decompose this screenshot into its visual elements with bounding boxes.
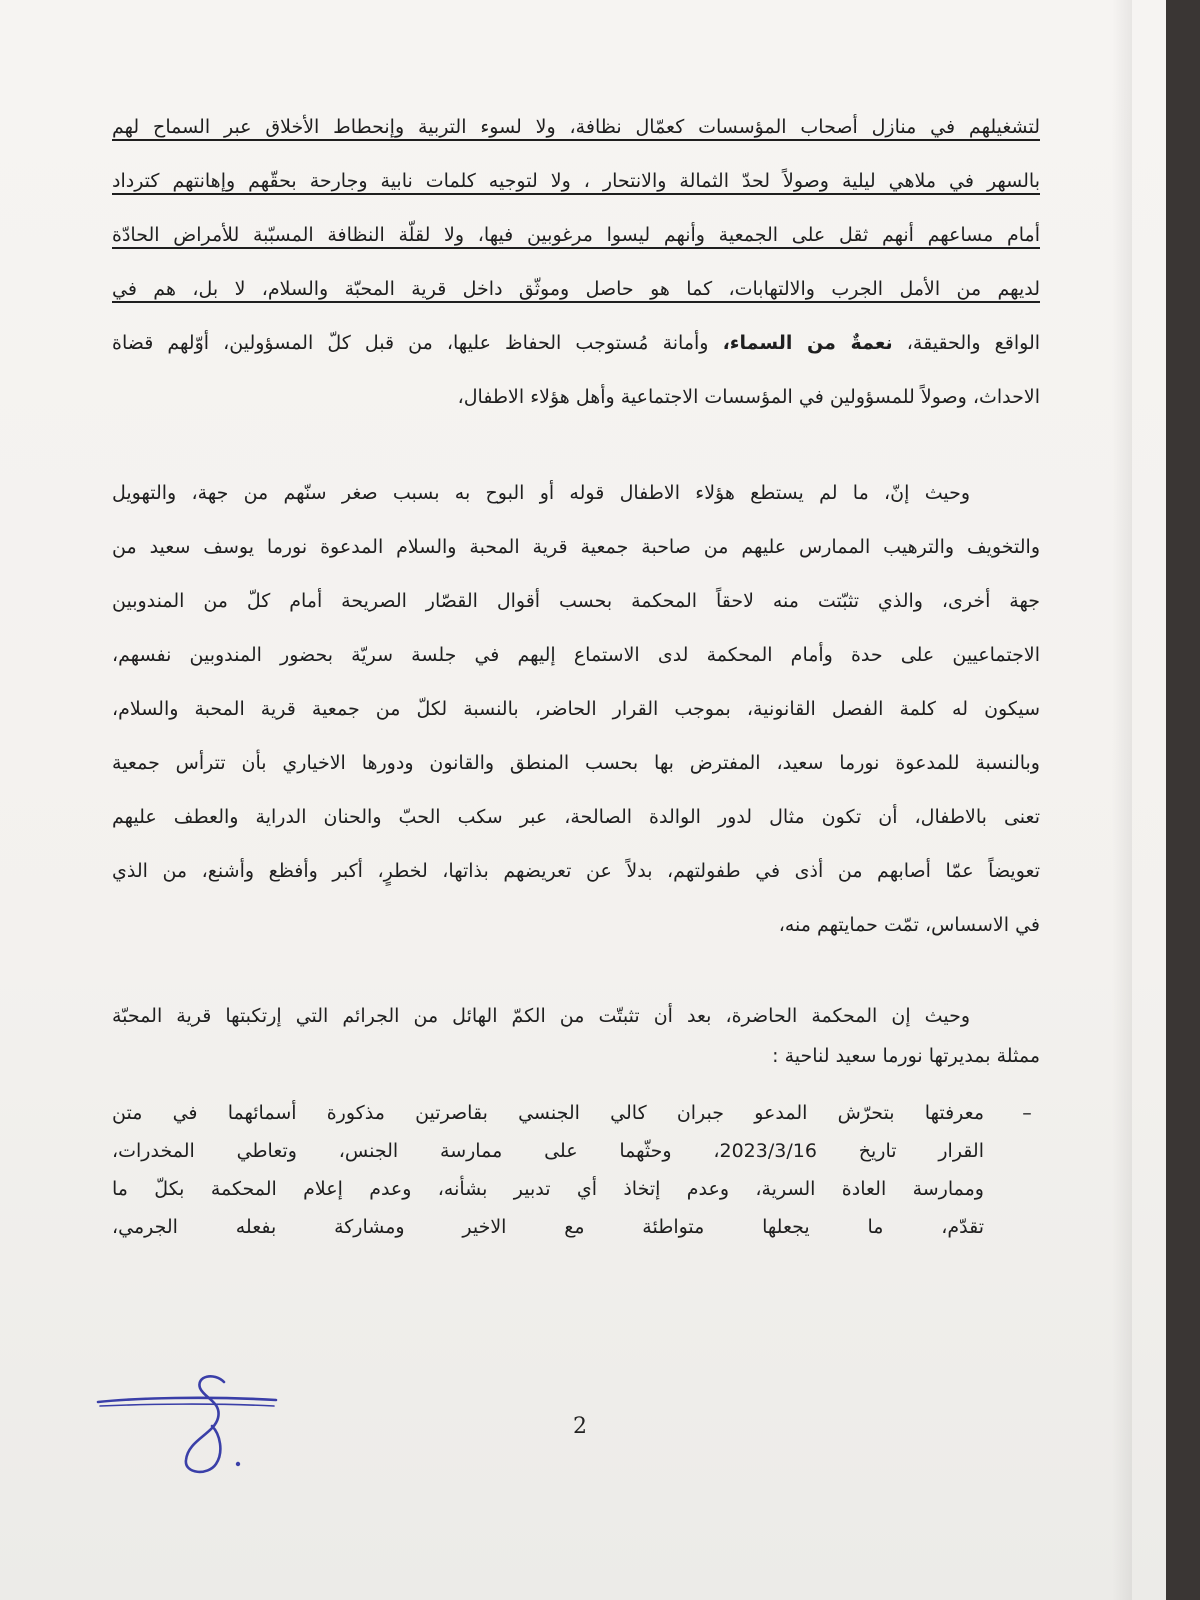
- list-item-text: [112, 1094, 984, 1246]
- text-segment: وأمانة مُستوجب الحفاظ عليها، من قبل كلّ المسؤولين، أوّلهم قضاة: [112, 332, 723, 354]
- paragraph-line: الاحداث، وصولاً للمسؤولين في المؤسسات الاجتماعية وأهل هؤلاء الاطفال،: [457, 386, 1040, 408]
- paragraph-line: الاجتماعيين على حدة وأمام المحكمة لدى الاستماع إليهم في جلسة سريّة بحضور المندوبين نفسهم،: [112, 644, 1040, 666]
- paragraph-line: القرار تاريخ 2023/3/16، وحثّهما على ممارسة الجنس، وتعاطي المخدرات،: [112, 1140, 984, 1162]
- paragraph-line: تعنى بالاطفال، أن تكون مثال لدور الوالدة الصالحة، عبر سكب الحبّ والحنان الدراية والعطف عليهم: [112, 806, 1040, 828]
- paragraph-line: وبالنسبة للمدعوة نورما سعيد، المفترض بها بحسب المنطق والقانون ودورها الاخياري بأن تترأس جمعية: [112, 752, 1040, 774]
- page-edge-shadow: [1112, 0, 1132, 1600]
- paragraph-line: لديهم من الأمل الجرب والالتهابات، كما هو حاصل وموثّق داخل قرية المحبّة والسلام، لا بل، هم في: [112, 278, 1040, 300]
- list-item: [112, 1094, 1042, 1246]
- text-segment: الواقع والحقيقة،: [892, 332, 1040, 354]
- paragraph-line: وممارسة العادة السرية، وعدم إتخاذ أي تدبير بشأنه، وعدم إعلام المحكمة بكلّ ما: [112, 1178, 984, 1200]
- paragraph-1: [112, 100, 1040, 424]
- page-number: 2: [573, 1414, 587, 1439]
- paragraph-line: بالسهر في ملاهي ليلية وصولاً لحدّ الثمالة والانتحار ، ولا لتوجيه كلمات نابية وجارحة بحقّهم وإهانتهم كترداد: [112, 170, 1040, 192]
- paragraph-line: وحيث إنّ، ما لم يستطع هؤلاء الاطفال قوله أو البوح به بسبب صغر سنّهم من جهة، والتهويل: [112, 482, 970, 504]
- paragraph-line: في الاسساس، تمّت حمايتهم منه،: [778, 914, 1040, 936]
- paragraph-line: والتخويف والترهيب الممارس عليهم من صاحبة جمعية قرية المحبة والسلام المدعوة نورما يوسف سعيد من: [112, 536, 1040, 558]
- paragraph-line: تعويضاً عمّا أصابهم من أذى في طفولتهم، بدلاً عن تعريضهم بذاتها، لخطرٍ، أكبر وأفظع وأشنع، من الذي: [112, 860, 1040, 882]
- list-bullet: –: [1022, 1102, 1032, 1124]
- paragraph-line: جهة أخرى، والذي تثبّتت منه لاحقاً المحكمة بحسب أقوال القصّار الصريحة أمام كلّ من المندوبين: [112, 590, 1040, 612]
- paragraph-line: أمام مساعهم أنهم ثقل على الجمعية وأنهم ليسوا مرغوبين فيها، ولا لقلّة النظافة المسبّبة للأمراض الحادّة: [112, 224, 1040, 246]
- paragraph-2: [112, 466, 1040, 952]
- paragraph-line: وحيث إن المحكمة الحاضرة، بعد أن تثبتّت من الكمّ الهائل من الجرائم التي إرتكبتها قرية المحبّة: [112, 1005, 970, 1027]
- paragraph-line: ممثلة بمديرتها نورما سعيد لناحية :: [772, 1045, 1040, 1067]
- handwritten-signature: [96, 1368, 296, 1478]
- bold-phrase: نعمةٌ من السماء،: [722, 332, 893, 354]
- paragraph-3: [112, 996, 1040, 1076]
- paragraph-line: معرفتها بتحرّش المدعو جبران كالي الجنسي بقاصرتين مذكورة أسمائهما في متن: [112, 1102, 984, 1124]
- paragraph-line: سيكون له كلمة الفصل القانونية، بموجب القرار الحاضر، بالنسبة لكلّ من جمعية قرية المحبة والسلام،: [112, 698, 1040, 720]
- paragraph-line: تقدّم، ما يجعلها متواطئة مع الاخير ومشاركة بفعله الجرمي،: [112, 1216, 984, 1238]
- paragraph-line: [112, 316, 1040, 370]
- paragraph-line: لتشغيلهم في منازل أصحاب المؤسسات كعمّال نظافة، ولا لسوء التربية وإنحطاط الأخلاق عبر السماح لهم: [112, 116, 1040, 138]
